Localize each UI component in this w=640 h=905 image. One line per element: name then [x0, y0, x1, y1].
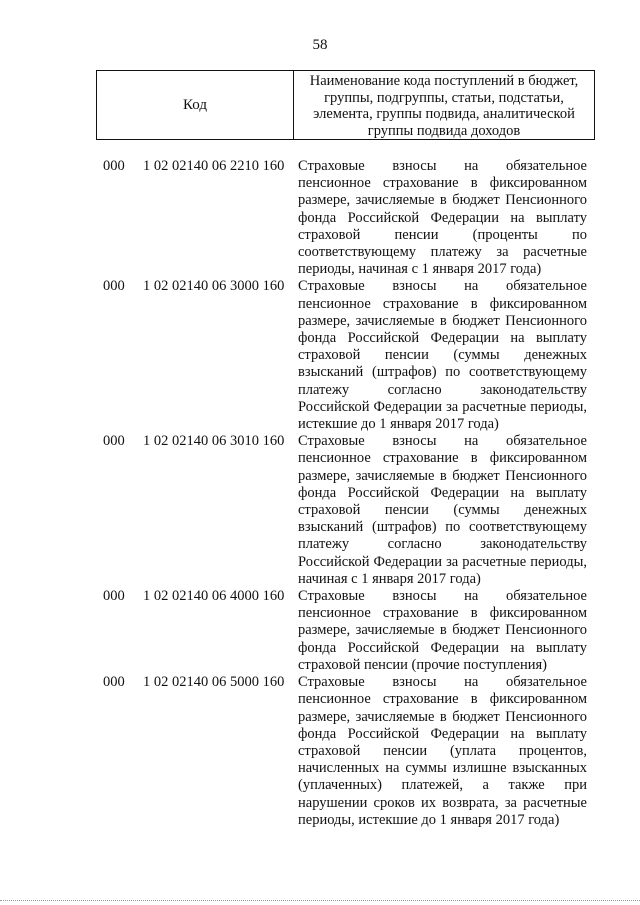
description-line: Страховые взносы на обязательное [298, 433, 587, 450]
description-line: Российской Федерации за расчетные периоды, [298, 398, 587, 415]
header-name-line: Наименование кода поступлений в бюджет, [309, 73, 579, 89]
row-code: 1 02 02140 06 4000 160 [143, 588, 285, 605]
description-line: пенсионное страхование в фиксированном [298, 295, 587, 312]
row-description [298, 588, 587, 674]
description-line: платежу согласно законодательству [298, 381, 587, 398]
description-line: Страховые взносы на обязательное [298, 278, 587, 295]
table-header [96, 70, 595, 140]
row-description [298, 433, 587, 588]
description-line: Страховые взносы на обязательное [298, 588, 587, 605]
description-line: соответствующему платежу за расчетные [298, 244, 587, 261]
scan-edge-line [0, 900, 640, 902]
row-code: 1 02 02140 06 3010 160 [143, 433, 285, 450]
header-name-cell [294, 71, 594, 139]
row-prefix: 000 [103, 588, 125, 605]
header-name-line: элемента, группы подвида, аналитической [313, 106, 575, 122]
description-line: платежу согласно законодательству [298, 536, 587, 553]
description-line: фонда Российской Федерации на выплату [298, 330, 587, 347]
table-body [0, 158, 640, 829]
description-line: взысканий (штрафов) по соответствующему [298, 519, 587, 536]
page-number: 58 [312, 37, 328, 53]
description-line: размере, зачисляемые в бюджет Пенсионного [298, 622, 587, 639]
header-name-line: группы подвида доходов [367, 122, 521, 139]
row-prefix: 000 [103, 278, 125, 295]
description-line: пенсионное страхование в фиксированном [298, 605, 587, 622]
row-code: 1 02 02140 06 2210 160 [143, 158, 285, 174]
header-name-line: группы, подгруппы, статьи, подстатьи, [324, 89, 564, 106]
description-line: Страховые взносы на обязательное [298, 674, 587, 691]
description-line: размере, зачисляемые в бюджет Пенсионного [298, 312, 587, 329]
description-line: страховой пенсии (проценты по [298, 226, 587, 243]
description-line: нарушении сроков их возврата, за расчетные [298, 794, 587, 811]
description-line: фонда Российской Федерации на выплату [298, 725, 587, 742]
description-line: (уплаченных) платежей, а также при [298, 777, 587, 794]
description-line: страховой пенсии (суммы денежных [298, 347, 587, 364]
description-line: начисленных на суммы излишне взысканных [298, 760, 587, 777]
description-line: пенсионное страхование в фиксированном [298, 691, 587, 708]
description-line: фонда Российской Федерации на выплату [298, 209, 587, 226]
table-row [0, 433, 640, 588]
description-line: пенсионное страхование в фиксированном [298, 175, 587, 192]
description-line: периоды, начиная с 1 января 2017 года) [298, 261, 542, 278]
description-line: начиная с 1 января 2017 года) [298, 570, 481, 587]
description-line: Страховые взносы на обязательное [298, 158, 587, 174]
row-code: 1 02 02140 06 5000 160 [143, 674, 285, 691]
row-prefix: 000 [103, 433, 125, 450]
row-description [298, 278, 587, 433]
row-description [298, 674, 587, 829]
description-line: пенсионное страхование в фиксированном [298, 450, 587, 467]
description-line: размере, зачисляемые в бюджет Пенсионного [298, 192, 587, 209]
row-prefix: 000 [103, 674, 125, 691]
description-line: истекшие до 1 января 2017 года) [298, 416, 499, 433]
description-line: фонда Российской Федерации на выплату [298, 639, 587, 656]
table-row [0, 674, 640, 829]
table-row [0, 278, 640, 433]
description-line: страховой пенсии (уплата процентов, [298, 742, 587, 759]
description-line: периоды, истекшие до 1 января 2017 года) [298, 811, 560, 828]
row-prefix: 000 [103, 158, 125, 174]
table-row [0, 588, 640, 674]
header-code-cell: Код [97, 71, 294, 139]
row-code: 1 02 02140 06 3000 160 [143, 278, 285, 295]
table-row [0, 158, 640, 278]
description-line: размере, зачисляемые в бюджет Пенсионного [298, 467, 587, 484]
description-line: фонда Российской Федерации на выплату [298, 484, 587, 501]
description-line: размере, зачисляемые в бюджет Пенсионного [298, 708, 587, 725]
description-line: страховой пенсии (суммы денежных [298, 502, 587, 519]
description-line: Российской Федерации за расчетные периоды, [298, 553, 587, 570]
row-description [298, 158, 587, 278]
description-line: страховой пенсии (прочие поступления) [298, 656, 547, 673]
description-line: взысканий (штрафов) по соответствующему [298, 364, 587, 381]
